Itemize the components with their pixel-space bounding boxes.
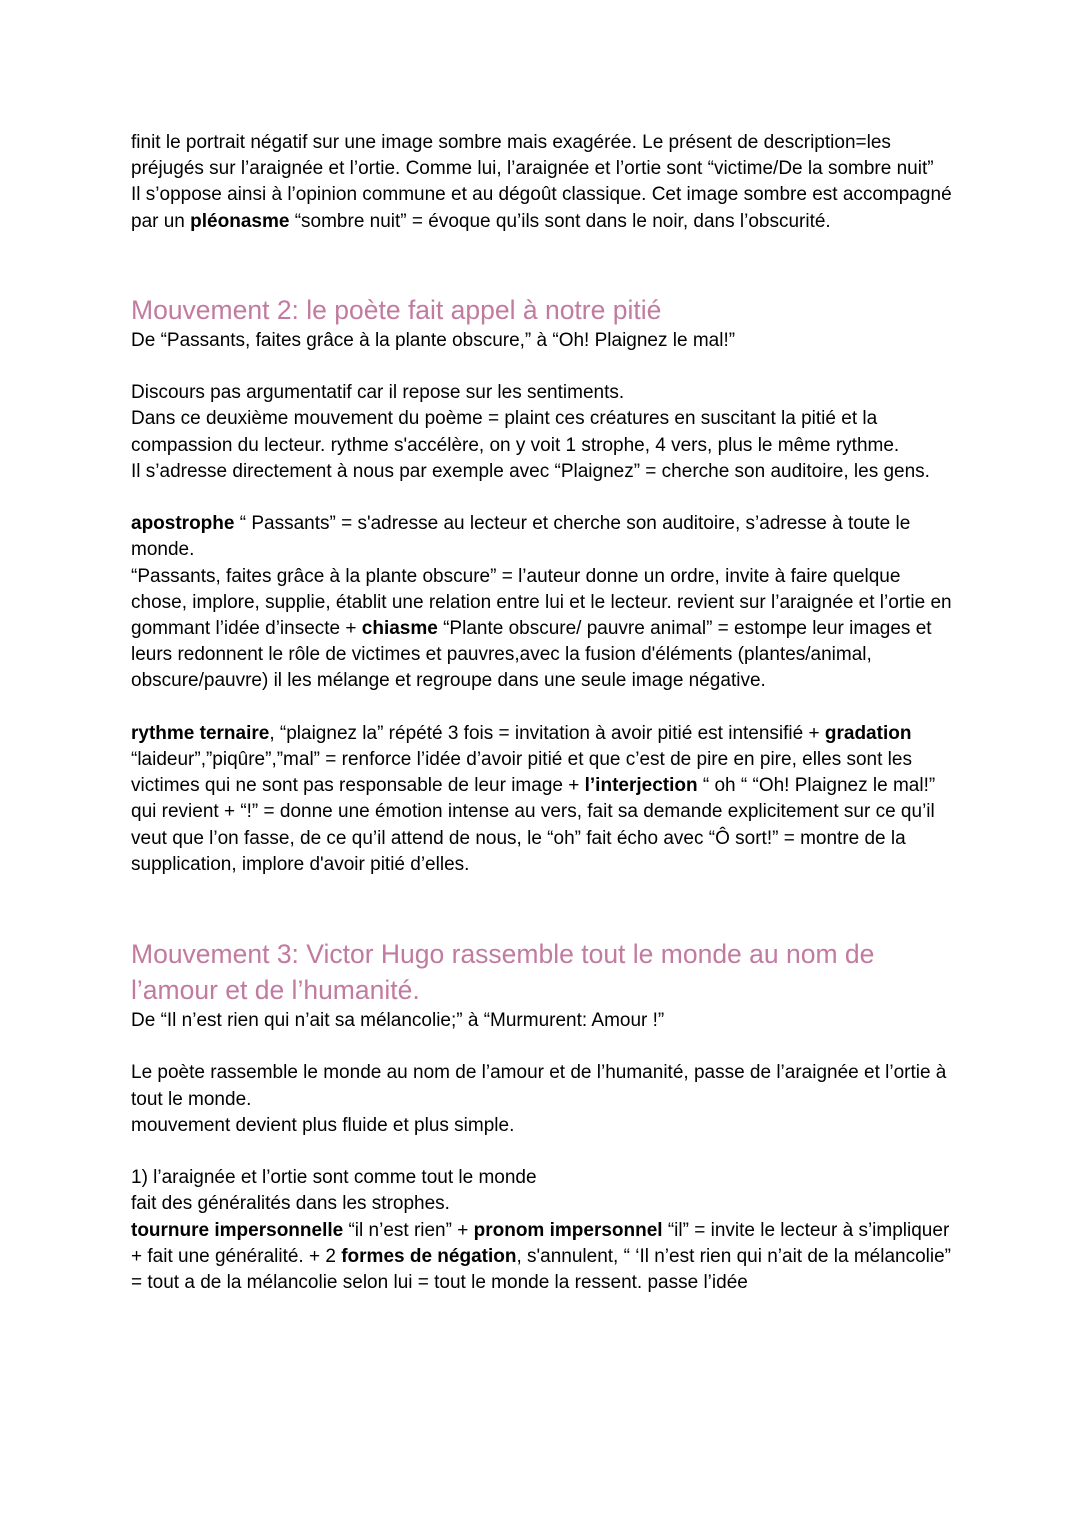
section-3-heading: Mouvement 3: Victor Hugo rassemble tout le monde au nom de l’amour et de l’humanité. <box>131 939 875 1006</box>
text: , “plaignez la” répété 3 fois = invitation à avoir pitié est intensifié + <box>269 722 825 744</box>
apostrophe-paragraph <box>131 511 961 563</box>
term-formes-negation: formes de négation <box>341 1245 517 1267</box>
term-rythme-ternaire: rythme ternaire <box>131 722 270 744</box>
text: “Passants, faites grâce à la plante obscure” = l’auteur donne un ordre, invite à faire quelque chose, implore, supplie, établit une relation entre lui et le lecteur. revient sur l’araignée et l’ortie en gommant l’idée d’insecte + <box>131 565 952 640</box>
section-2-paragraph-3: Il s’adresse directement à nous par exemple avec “Plaignez” = cherche son auditoire, les gens. <box>131 460 930 482</box>
text: “laideur”,”piqûre”,”mal” = renforce l’idée d’avoir pitié et que c’est de pire en pire, elles sont les victimes qui ne sont pas responsable de leur image + <box>131 749 912 797</box>
term-pleonasme: pléonasme <box>190 210 290 232</box>
term-tournure-impersonnelle: tournure impersonnelle <box>131 1219 344 1241</box>
ternaire-paragraph <box>131 721 961 878</box>
section-2-paragraph-1: Discours pas argumentatif car il repose sur les sentiments. <box>131 382 625 404</box>
text: Il s’oppose ainsi à l’opinion commune et au dégoût classique. Cet image sombre est accompagné par un <box>131 184 952 232</box>
point-1-sub: fait des généralités dans les strophes. <box>131 1193 450 1215</box>
section-2-range: De “Passants, faites grâce à la plante obscure,” à “Oh! Plaignez le mal!” <box>131 329 736 351</box>
term-chiasme: chiasme <box>361 618 438 640</box>
point-1: 1) l’araignée et l’ortie sont comme tout le monde <box>131 1167 537 1189</box>
term-pronom-impersonnel: pronom impersonnel <box>473 1219 663 1241</box>
term-interjection: l’interjection <box>584 775 698 797</box>
text: “ oh “ “Oh! Plaignez le mal!” qui revient + “!” = donne une émotion intense au vers, fait sa demande explicitement sur ce qu’il veut que l’on fasse, de ce qu’il attend de nous, le “oh” fait écho avec “Ô sort!” = montre de la supplication, implore d'avoir pitié d’elles. <box>131 775 936 875</box>
chiasme-paragraph <box>131 564 961 695</box>
section-2-paragraph-2: Dans ce deuxième mouvement du poème = plaint ces créatures en suscitant la pitié et la compassion du lecteur. rythme s'accélère, on y voit 1 strophe, 4 vers, plus le même rythme. <box>131 408 900 456</box>
term-apostrophe: apostrophe <box>131 513 235 535</box>
intro-paragraph-2 <box>131 182 961 234</box>
tournure-paragraph <box>131 1218 961 1297</box>
document-page <box>131 130 961 1296</box>
intro-paragraph-1: finit le portrait négatif sur une image sombre mais exagérée. Le présent de description=les préjugés sur l’araignée et l’ortie. Comme lui, l’araignée et l’ortie sont “victime/De la sombre nuit” <box>131 132 934 180</box>
section-2-heading: Mouvement 2: le poète fait appel à notre pitié <box>131 294 662 325</box>
text: “ Passants” = s'adresse au lecteur et cherche son auditoire, s’adresse à toute le monde. <box>131 513 911 561</box>
section-3-range: De “Il n’est rien qui n’ait sa mélancolie;” à “Murmurent: Amour !” <box>131 1010 665 1032</box>
text: “sombre nuit” = évoque qu’ils sont dans le noir, dans l’obscurité. <box>289 210 831 232</box>
text: , s'annulent, “ ‘Il n’est rien qui n’ait de la mélancolie” = tout a de la mélancolie selon lui = tout le monde la ressent. passe l’idée <box>131 1245 951 1294</box>
text: “il n’est rien” + <box>343 1219 474 1241</box>
text: “Plante obscure/ pauvre animal” = estompe leur images et leurs redonnent le rôle de victimes et pauvres,avec la fusion d'éléments (plantes/animal, obscure/pauvre) il les mélange et regroupe dans une seule image négative. <box>131 618 932 692</box>
section-3-paragraph-2: mouvement devient plus fluide et plus simple. <box>131 1114 515 1136</box>
section-3-paragraph-1: Le poète rassemble le monde au nom de l’amour et de l’humanité, passe de l’araignée et l’ortie à tout le monde. <box>131 1062 947 1110</box>
term-gradation: gradation <box>824 722 912 744</box>
text: “il” = invite le lecteur à s’impliquer + fait une généralité. + 2 <box>131 1219 950 1267</box>
